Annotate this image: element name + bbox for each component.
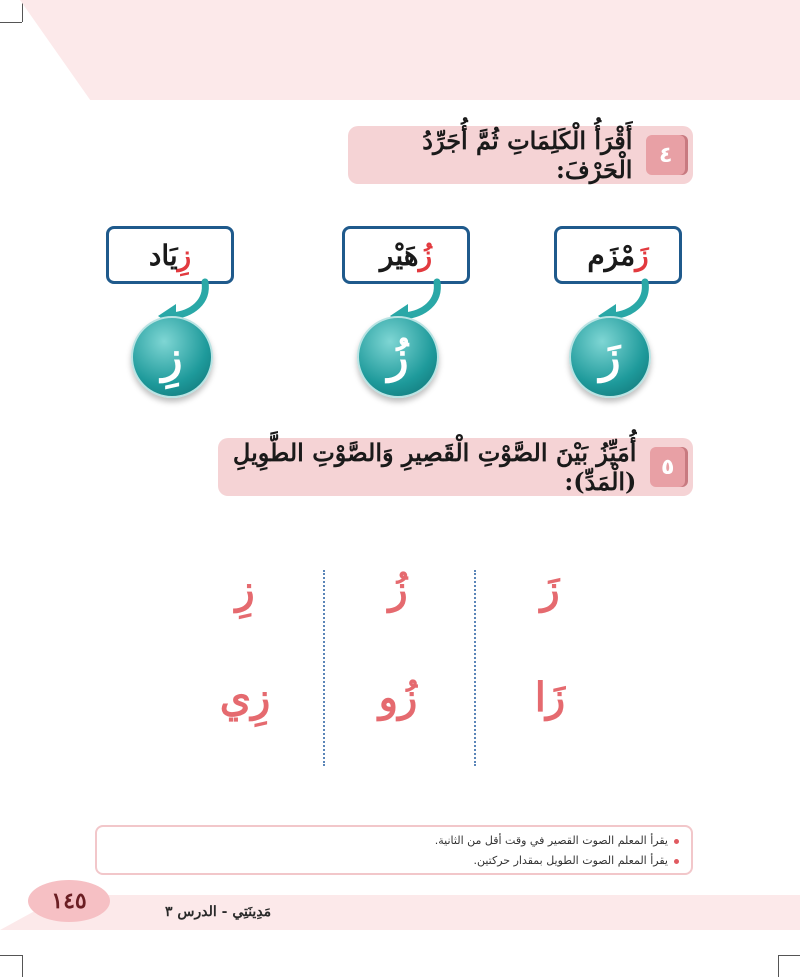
- note-item: [109, 831, 679, 851]
- note-item: [109, 851, 679, 871]
- exercise-5-instruction: أُمَيِّزُ بَيْنَ الصَّوْتِ الْقَصِيرِ وَالصَّوْتِ الطَّوِيلِ (الْمَدِّ):: [232, 438, 637, 496]
- letter-circle-damma: زُ: [357, 316, 439, 398]
- bullet-icon: [674, 859, 679, 864]
- long-vowel-ya: زِي: [219, 674, 271, 721]
- crop-mark: [22, 955, 23, 977]
- note-text: يقرأ المعلم الصوت الطويل بمقدار حركتين.: [473, 854, 668, 867]
- word-highlight-letter: زِ: [177, 238, 192, 272]
- exercise-4-number: ٤: [646, 135, 685, 175]
- bullet-icon: [674, 839, 679, 844]
- word-highlight-letter: زُ: [418, 238, 433, 272]
- long-vowel-alif: زَا: [534, 674, 566, 721]
- crop-mark: [0, 22, 22, 23]
- teacher-notes: [95, 825, 693, 875]
- header-decoration: [20, 0, 800, 100]
- column-separator: [323, 570, 325, 766]
- exercise-5-number: ٥: [650, 447, 685, 487]
- word-box-zamzam: [554, 226, 682, 284]
- letter-circle-kasra: زِ: [131, 316, 213, 398]
- crop-mark: [778, 955, 779, 977]
- crop-mark: [778, 955, 800, 956]
- short-vowel-damma: زُ: [388, 566, 408, 613]
- footer-decoration: [0, 895, 800, 930]
- word-box-zuhair: [342, 226, 470, 284]
- letter-circle-fatha: زَ: [569, 316, 651, 398]
- long-vowel-waw: زُو: [378, 674, 418, 721]
- word-box-ziyad: [106, 226, 234, 284]
- word-rest: هَيْر: [379, 238, 419, 272]
- note-text: يقرأ المعلم الصوت القصير في وقت أقل من الثانية.: [434, 834, 668, 847]
- short-vowel-fatha: زَ: [540, 566, 560, 613]
- word-rest: يَاد: [148, 238, 178, 272]
- footer-lesson-title: مَدِينَتِي - الدرس ٣: [165, 904, 272, 920]
- exercise-4-heading: [348, 126, 693, 184]
- exercise-4-instruction: أَقْرَأُ الْكَلِمَاتِ ثُمَّ أُجَرِّدُ الْحَرْفَ:: [422, 126, 633, 184]
- page-number: ١٤٥: [28, 880, 110, 922]
- word-rest: مْزَم: [587, 238, 636, 272]
- short-vowel-kasra: زِ: [235, 566, 255, 613]
- crop-mark: [0, 955, 22, 956]
- word-highlight-letter: زَ: [635, 238, 649, 272]
- exercise-5-heading: [218, 438, 693, 496]
- column-separator: [474, 570, 476, 766]
